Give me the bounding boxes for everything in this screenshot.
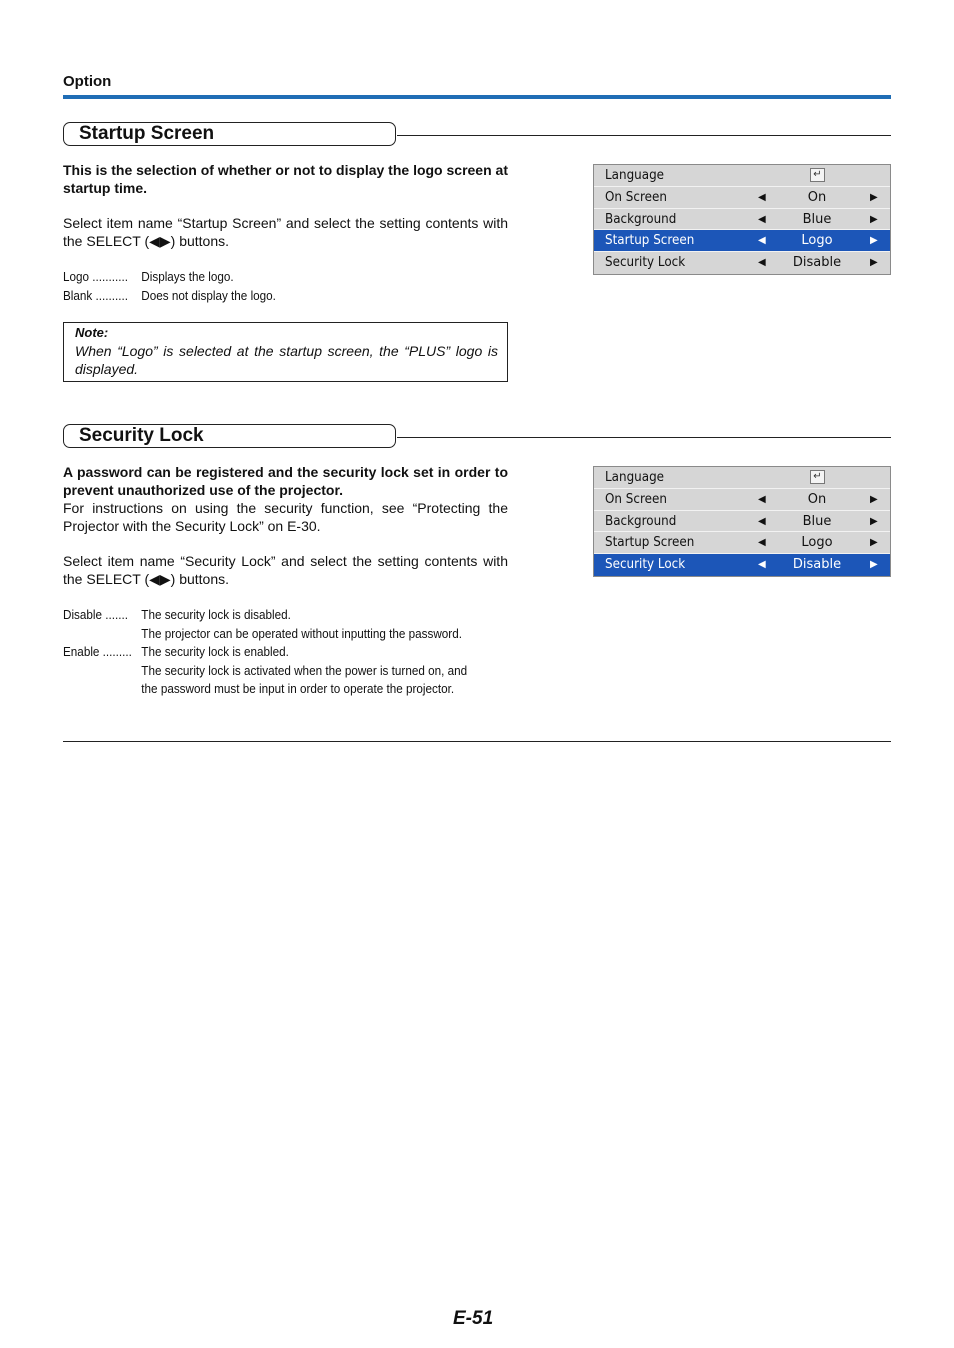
osd-menu-startup-screen [593, 164, 891, 275]
option-desc: the password must be input in order to operate the projector. [141, 681, 455, 696]
option-desc: The security lock is disabled. [141, 607, 291, 622]
option-term: Logo ........... [63, 269, 129, 284]
page-number: E-51 [453, 1308, 494, 1329]
menu-row-label: Security Lock [605, 557, 686, 573]
left-arrow-icon[interactable]: ◀ [758, 559, 766, 571]
note-text: When “Logo” is selected at the startup screen, the “PLUS” logo is displayed. [75, 343, 498, 377]
right-arrow-icon[interactable]: ▶ [870, 235, 878, 247]
section-title-text: Startup Screen [79, 123, 215, 144]
menu-row-language[interactable] [594, 165, 890, 187]
menu-row-background[interactable] [594, 511, 890, 533]
menu-row-value: Disable [792, 255, 842, 271]
left-arrow-icon[interactable]: ◀ [758, 515, 766, 527]
right-arrow-icon[interactable]: ▶ [870, 213, 878, 225]
osd-menu-security-lock [593, 466, 891, 577]
header-rule [63, 95, 891, 99]
note-title: Note: [75, 325, 109, 340]
menu-row-startup-screen[interactable] [594, 230, 890, 252]
right-arrow-icon[interactable]: ▶ [870, 559, 878, 571]
menu-row-value: On [807, 491, 827, 507]
menu-row-on-screen[interactable] [594, 489, 890, 511]
menu-row-label: Background [605, 513, 677, 529]
option-desc: Displays the logo. [141, 269, 234, 284]
bottom-rule [63, 741, 891, 742]
menu-row-background[interactable] [594, 209, 890, 231]
menu-row-label: Security Lock [605, 255, 686, 271]
option-desc: The projector can be operated without inputting the password. [141, 625, 462, 641]
page-header-label: Option [63, 73, 112, 90]
right-arrow-icon[interactable]: ▶ [870, 257, 878, 269]
section-title-security-lock [63, 424, 396, 448]
right-arrow-icon[interactable]: ▶ [870, 191, 878, 203]
enter-icon[interactable]: ↵ [810, 470, 825, 484]
right-arrow-icon[interactable]: ▶ [870, 515, 878, 527]
section-body-paragraph: Select item name “Security Lock” and select the setting contents with the SELECT (◀▶) buttons. [63, 553, 508, 587]
section-title-startup-screen [63, 122, 396, 146]
menu-row-label: On Screen [605, 491, 667, 507]
menu-row-label: On Screen [605, 189, 667, 205]
menu-row-startup-screen[interactable] [594, 532, 890, 554]
option-desc: Does not display the logo. [141, 287, 276, 303]
menu-row-label: Background [605, 211, 677, 227]
menu-row-security-lock[interactable] [594, 554, 890, 576]
enter-icon[interactable]: ↵ [810, 168, 825, 182]
menu-row-label: Language [605, 168, 665, 183]
left-arrow-icon[interactable]: ◀ [758, 257, 766, 269]
menu-row-label: Language [605, 470, 665, 485]
menu-row-label: Startup Screen [605, 535, 695, 551]
section-intro: A password can be registered and the security lock set in order to prevent unauthorized use of the projector. [63, 464, 508, 498]
option-term: Enable ......... [63, 644, 132, 659]
section-rule [397, 135, 891, 136]
section-intro: This is the selection of whether or not to display the logo screen at startup time. [63, 162, 508, 196]
right-arrow-icon[interactable]: ▶ [870, 537, 878, 549]
option-desc: The security lock is activated when the power is turned on, and [141, 662, 468, 678]
right-arrow-icon[interactable]: ▶ [870, 493, 878, 505]
menu-row-value: Disable [792, 557, 842, 573]
left-arrow-icon[interactable]: ◀ [758, 191, 766, 203]
left-arrow-icon[interactable]: ◀ [758, 235, 766, 247]
menu-row-on-screen[interactable] [594, 187, 890, 209]
section-title-text: Security Lock [79, 425, 204, 446]
left-arrow-icon[interactable]: ◀ [758, 537, 766, 549]
menu-row-value: Logo [801, 535, 833, 551]
menu-row-value: Blue [802, 211, 832, 227]
option-term: Blank .......... [63, 287, 129, 303]
option-term: Disable ....... [63, 607, 129, 622]
option-desc: The security lock is enabled. [141, 644, 289, 659]
menu-row-security-lock[interactable] [594, 252, 890, 274]
menu-row-value: Logo [801, 233, 833, 249]
section-rule [397, 437, 891, 438]
section-body-paragraph: For instructions on using the security function, see “Protecting the Projector with the Security Lock” on E-30. [63, 500, 508, 534]
menu-row-value: On [807, 189, 827, 205]
section-body-paragraph: Select item name “Startup Screen” and select the setting contents with the SELECT (◀▶) buttons. [63, 215, 508, 249]
note-box [63, 322, 508, 382]
left-arrow-icon[interactable]: ◀ [758, 493, 766, 505]
menu-row-value: Blue [802, 513, 832, 529]
menu-row-language[interactable] [594, 467, 890, 489]
menu-row-label: Startup Screen [605, 233, 695, 249]
left-arrow-icon[interactable]: ◀ [758, 213, 766, 225]
